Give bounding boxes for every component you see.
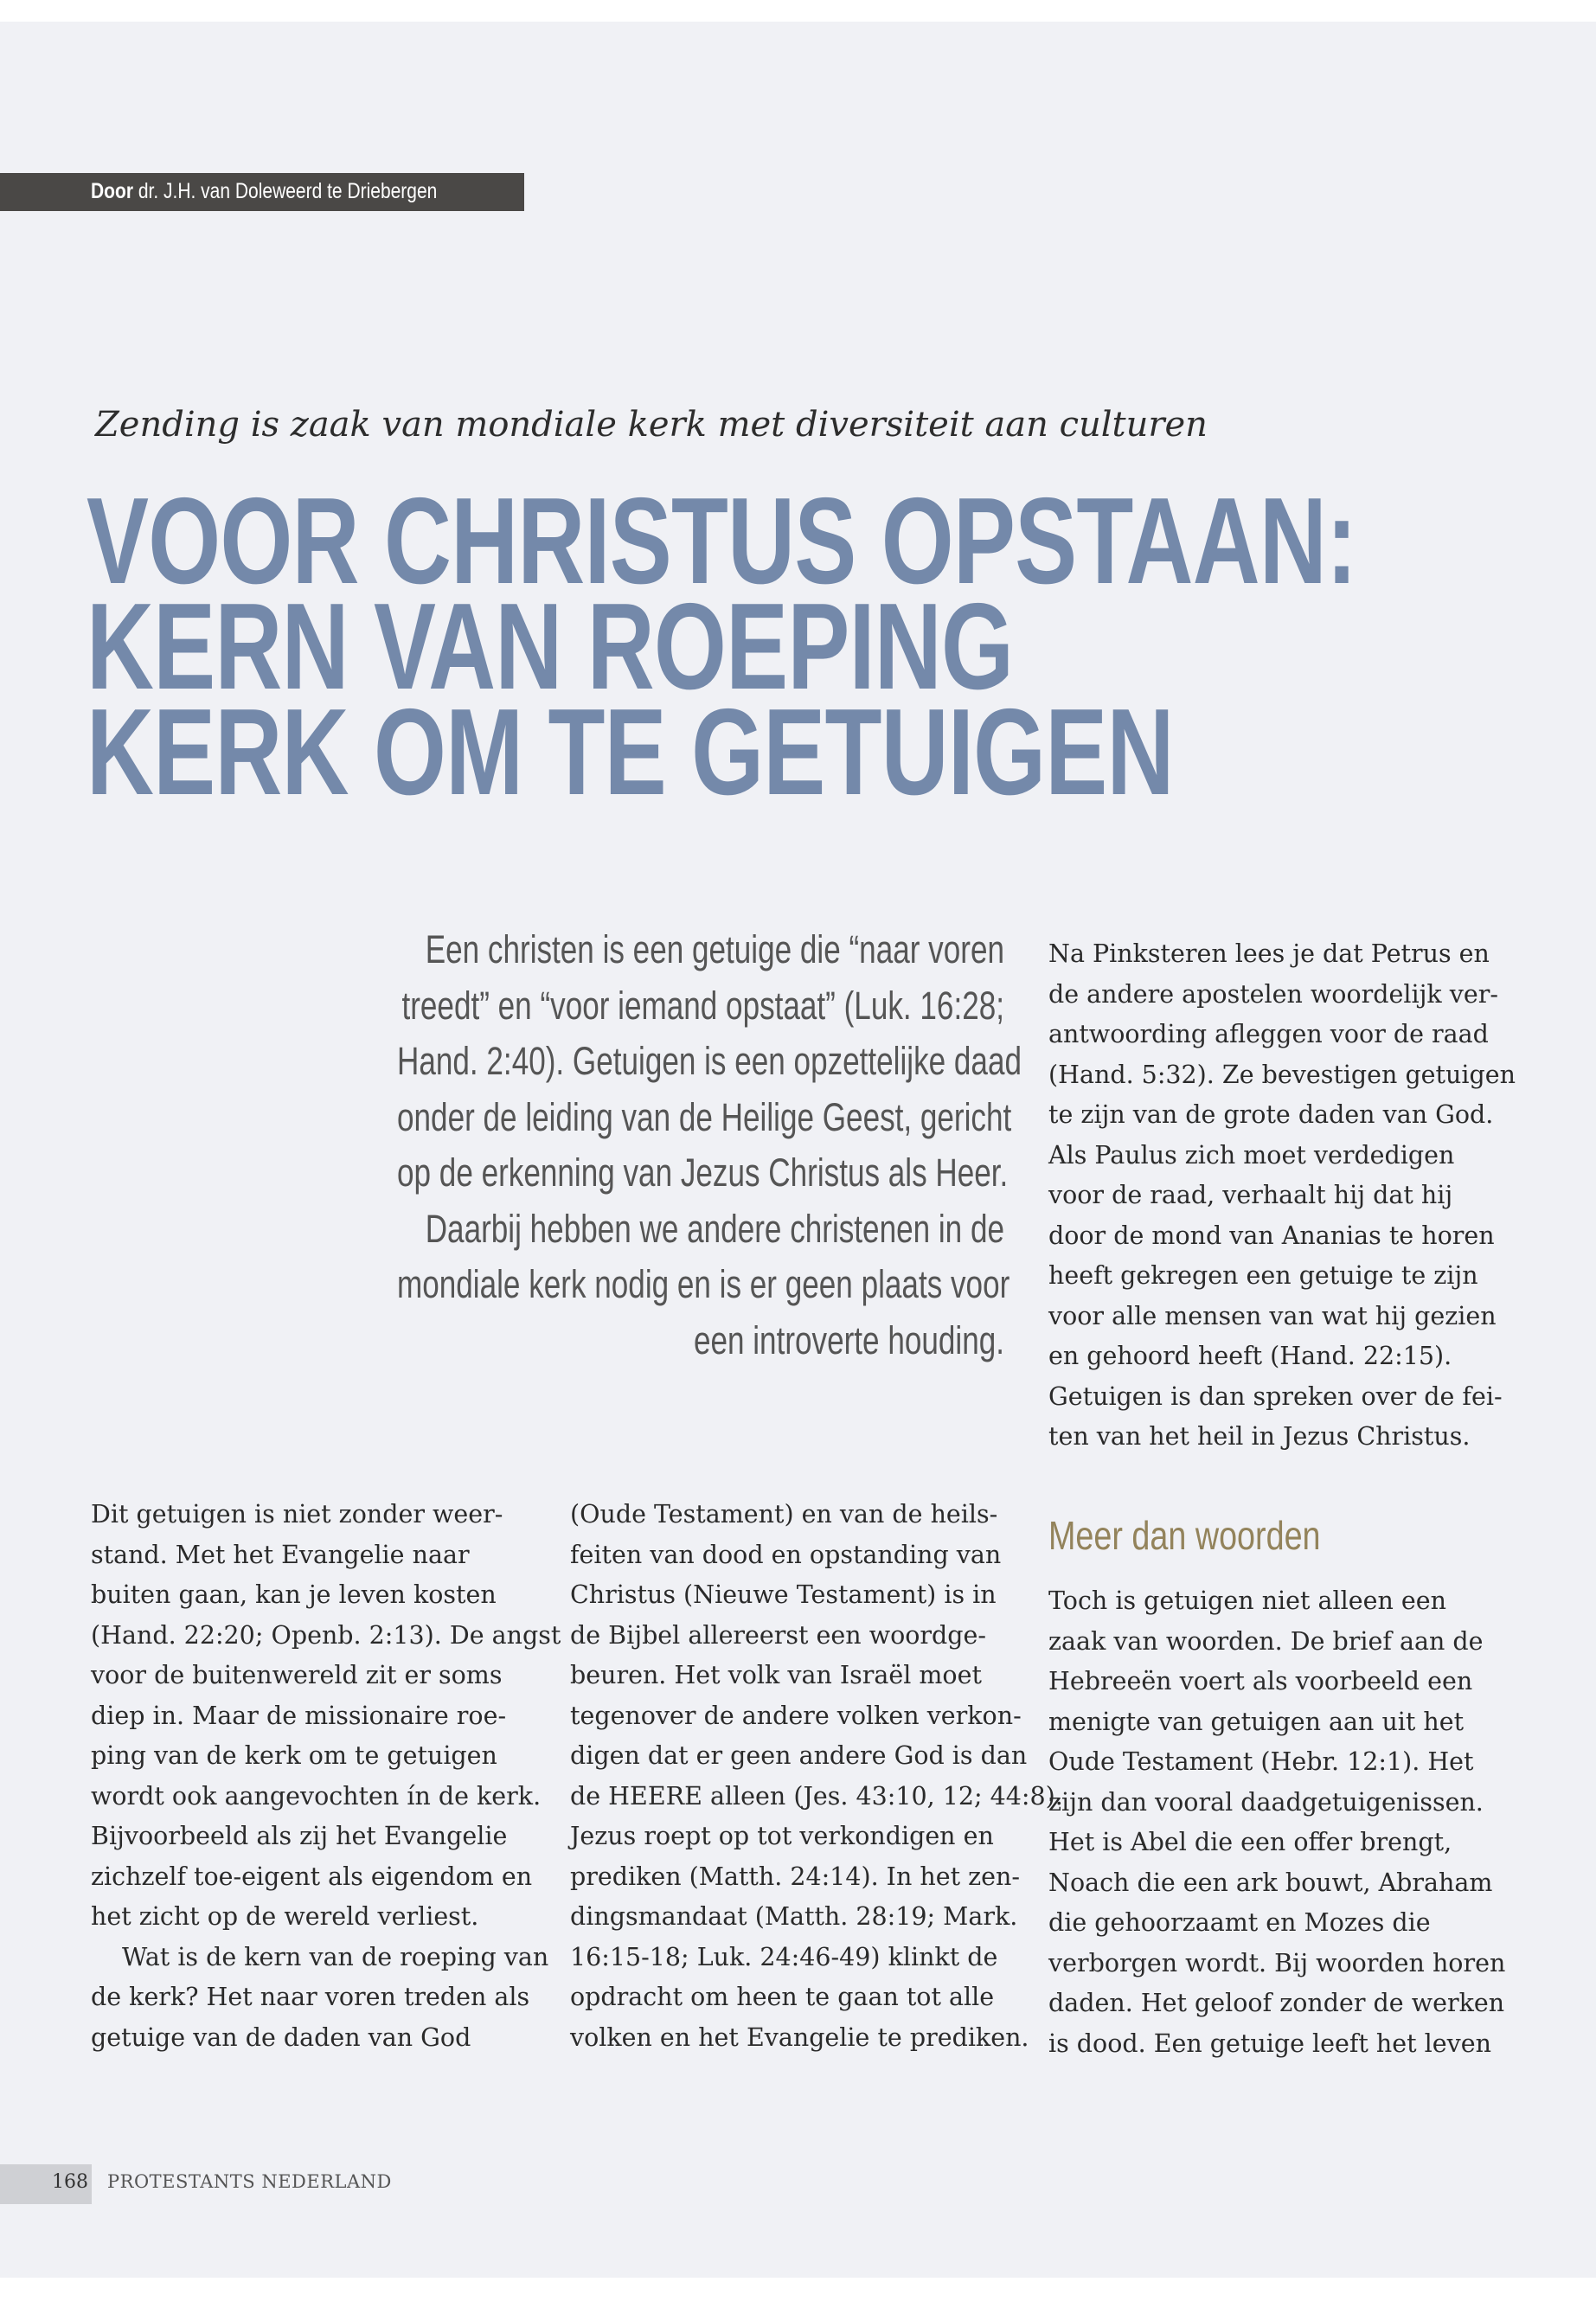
- body-line: menigte van getuigen aan uit het: [1048, 1707, 1465, 1736]
- body-line: Jezus roept op tot verkondigen en: [570, 1822, 994, 1850]
- lead-line: treedt” en “voor iemand opstaat” (Luk. 16:28;: [401, 983, 1004, 1028]
- body-column-right-top: [1048, 934, 1516, 1458]
- lead-paragraph: [226, 922, 1022, 1368]
- body-line: Hebreeën voert als voorbeeld een: [1048, 1667, 1473, 1695]
- lead-line: Een christen is een getuige die “naar voren: [425, 927, 1004, 971]
- body-line: door de mond van Ananias te horen: [1048, 1221, 1495, 1250]
- byline: [91, 179, 437, 204]
- body-line: buiten gaan, kan je leven kosten: [91, 1580, 497, 1609]
- body-line: ten van het heil in Jezus Christus.: [1048, 1422, 1471, 1451]
- body-line: dingsmandaat (Matth. 28:19; Mark.: [570, 1902, 1018, 1931]
- body-line: wordt ook aangevochten ín de kerk.: [91, 1781, 542, 1811]
- body-line: digen dat er geen andere God is dan: [570, 1741, 1028, 1770]
- body-column-1: [91, 1495, 561, 2058]
- body-line: Dit getuigen is niet zonder weer-: [91, 1500, 503, 1529]
- headline-line: KERK OM TE GETUIGEN: [87, 683, 1174, 821]
- body-line: feiten van dood en opstanding van: [570, 1540, 1002, 1569]
- body-line: ping van de kerk om te getuigen: [91, 1741, 497, 1770]
- body-line: diep in. Maar de missionaire roe-: [91, 1701, 507, 1730]
- body-line: de Bijbel allereerst een woordge-: [570, 1620, 987, 1650]
- body-line: (Hand. 22:20; Openb. 2:13). De angst: [91, 1620, 561, 1650]
- body-line: voor de raad, verhaalt hij dat hij: [1048, 1181, 1453, 1209]
- body-line: opdracht om heen te gaan tot alle: [570, 1983, 995, 2011]
- page-number: 168: [52, 2171, 88, 2193]
- body-line: volken en het Evangelie te prediken.: [570, 2022, 1029, 2052]
- body-line: de kerk? Het naar voren treden als: [91, 1983, 530, 2011]
- body-line: Getuigen is dan spreken over de fei-: [1048, 1381, 1503, 1411]
- body-line: die gehoorzaamt en Mozes die: [1048, 1908, 1431, 1937]
- body-line: Toch is getuigen niet alleen een: [1048, 1586, 1446, 1615]
- lead-line: een introverte houding.: [693, 1317, 1004, 1362]
- body-line: daden. Het geloof zonder de werken: [1048, 1989, 1505, 2017]
- byline-author: dr. J.H. van Doleweerd te Driebergen: [132, 179, 438, 203]
- body-line: Na Pinksteren lees je dat Petrus en: [1048, 939, 1490, 968]
- body-line: zijn dan vooral daadgetuigenissen.: [1048, 1787, 1484, 1817]
- body-line: tegenover de andere volken verkon-: [570, 1701, 1022, 1730]
- body-line: Bijvoorbeeld als zij het Evangelie: [91, 1822, 508, 1850]
- body-line: stand. Met het Evangelie naar: [91, 1540, 470, 1569]
- body-line: Christus (Nieuwe Testament) is in: [570, 1580, 997, 1609]
- body-line: is dood. Een getuige leeft het leven: [1048, 2029, 1491, 2058]
- body-line: de HEERE alleen (Jes. 43:10, 12; 44:8).: [570, 1781, 1063, 1811]
- body-line: voor de buitenwereld zit er soms: [91, 1661, 503, 1689]
- body-line: 16:15-18; Luk. 24:46-49) klinkt de: [570, 1942, 998, 1971]
- body-line: en gehoord heeft (Hand. 22:15).: [1048, 1342, 1452, 1370]
- body-line: het zicht op de wereld verliest.: [91, 1902, 479, 1931]
- body-line: te zijn van de grote daden van God.: [1048, 1100, 1494, 1129]
- article-subtitle: Zending is zaak van mondiale kerk met diversiteit aan culturen: [95, 405, 1208, 445]
- body-line: Wat is de kern van de roeping van: [122, 1942, 549, 1971]
- body-line: prediken (Matth. 24:14). In het zen-: [570, 1862, 1020, 1891]
- lead-line: mondiale kerk nodig en is er geen plaats voor: [397, 1262, 1010, 1306]
- body-line: heeft gekregen een getuige te zijn: [1048, 1261, 1478, 1290]
- body-line: Het is Abel die een offer brengt,: [1048, 1828, 1452, 1856]
- body-line: Oude Testament (Hebr. 12:1). Het: [1048, 1747, 1474, 1776]
- lead-line: onder de leiding van de Heilige Geest, gericht: [397, 1094, 1012, 1139]
- body-line: beuren. Het volk van Israël moet: [570, 1661, 982, 1689]
- section-heading: Meer dan woorden: [1048, 1513, 1321, 1558]
- lead-line: Hand. 2:40). Getuigen is een opzettelijke daad: [397, 1039, 1022, 1083]
- byline-prefix: Door: [91, 179, 133, 203]
- lead-line: op de erkenning van Jezus Christus als Heer.: [397, 1150, 1009, 1195]
- body-line: zaak van woorden. De brief aan de: [1048, 1626, 1484, 1656]
- body-line: (Hand. 5:32). Ze bevestigen getuigen: [1048, 1060, 1516, 1089]
- body-line: zichzelf toe-eigent als eigendom en: [91, 1862, 533, 1891]
- body-line: antwoording afleggen voor de raad: [1048, 1020, 1489, 1048]
- body-line: verborgen wordt. Bij woorden horen: [1048, 1948, 1506, 1977]
- body-line: getuige van de daden van God: [91, 2022, 471, 2052]
- headline-line: KERN VAN ROEPING: [87, 578, 1014, 715]
- body-line: voor alle mensen van wat hij gezien: [1048, 1301, 1497, 1330]
- body-column-2: [570, 1495, 1063, 2058]
- body-line: Als Paulus zich moet verdedigen: [1048, 1140, 1455, 1170]
- body-line: (Oude Testament) en van de heils-: [570, 1500, 998, 1529]
- article-headline: [87, 472, 1357, 821]
- body-line: de andere apostelen woordelijk ver-: [1048, 979, 1498, 1009]
- body-line: Noach die een ark bouwt, Abraham: [1048, 1868, 1493, 1897]
- body-column-3: [1048, 1581, 1505, 2064]
- publication-name: PROTESTANTS NEDERLAND: [107, 2171, 392, 2192]
- lead-line: Daarbij hebben we andere christenen in de: [425, 1206, 1004, 1251]
- headline-line: VOOR CHRISTUS OPSTAAN:: [87, 472, 1357, 610]
